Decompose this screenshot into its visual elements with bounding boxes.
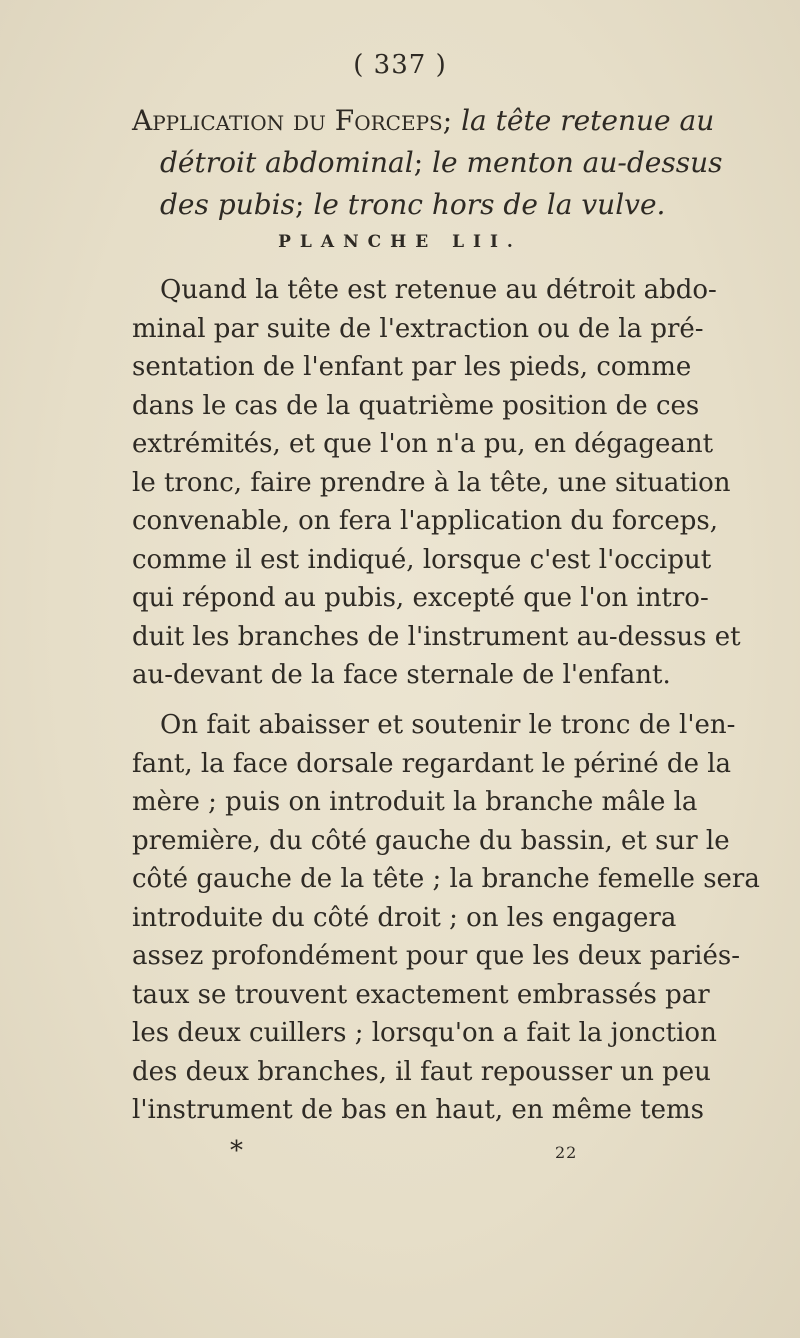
section-heading-line-1: [132, 100, 715, 142]
text-line: dans le cas de la quatrième position de ces: [132, 390, 700, 421]
heading-italic-text: le tronc hors de la vulve.: [313, 188, 666, 221]
text-line: l'instrument de bas en haut, en même tems: [132, 1095, 704, 1125]
text-line: côté gauche de la tête ; la branche femelle sera: [132, 864, 760, 894]
catchword: 22: [555, 1143, 578, 1162]
text-line: assez profondément pour que les deux pariés-: [132, 941, 741, 971]
text-line: minal par suite de l'extraction ou de la pré-: [132, 313, 704, 344]
text-line: le tronc, faire prendre à la tête, une situation: [132, 467, 731, 498]
text-line: convenable, on fera l'application du forceps,: [132, 506, 718, 536]
text-line: introduite du côté droit ; on les engagera: [132, 902, 677, 933]
paragraph-1: [132, 271, 741, 695]
text-line: qui répond au pubis, excepté que l'on intro-: [132, 583, 709, 613]
text-line: On fait abaisser et soutenir le tronc de l'en-: [160, 710, 736, 740]
text-line: sentation de l'enfant par les pieds, comme: [132, 352, 692, 382]
text-line: des deux branches, il faut repousser un peu: [132, 1056, 711, 1087]
section-heading-line-2: [160, 142, 723, 184]
text-line: au-devant de la face sternale de l'enfant.: [132, 660, 671, 690]
signature-mark: *: [230, 1136, 243, 1166]
heading-italic-text: détroit abdominal: [160, 146, 414, 179]
heading-separator: ;: [442, 104, 462, 137]
text-line: Quand la tête est retenue au détroit abdo-: [160, 275, 717, 305]
heading-title-smallcaps: Application du Forceps: [132, 104, 443, 137]
text-line: taux se trouvent exactement embrassés par: [132, 979, 710, 1010]
text-line: les deux cuillers ; lorsqu'on a fait la jonction: [132, 1018, 717, 1048]
heading-separator: ;: [413, 146, 433, 179]
text-line: comme il est indiqué, lorsque c'est l'occiput: [132, 544, 712, 575]
text-line: mère ; puis on introduit la branche mâle la: [132, 787, 698, 817]
heading-italic-text: des pubis: [160, 188, 295, 221]
text-line: fant, la face dorsale regardant le périné de la: [132, 748, 732, 779]
heading-separator: ;: [294, 188, 314, 221]
text-line: duit les branches de l'instrument au-dessus et: [132, 621, 741, 652]
text-line: première, du côté gauche du bassin, et sur le: [132, 825, 730, 856]
plate-label: PLANCHE LII.: [278, 232, 522, 252]
section-heading-line-3: [160, 184, 720, 226]
paragraph-2: [132, 706, 760, 1130]
page-number: ( 337 ): [353, 50, 447, 80]
heading-italic-text: le menton au-dessus: [432, 146, 723, 179]
text-line: extrémités, et que l'on n'a pu, en dégageant: [132, 429, 714, 459]
heading-italic-text: la tête retenue au: [461, 104, 715, 137]
